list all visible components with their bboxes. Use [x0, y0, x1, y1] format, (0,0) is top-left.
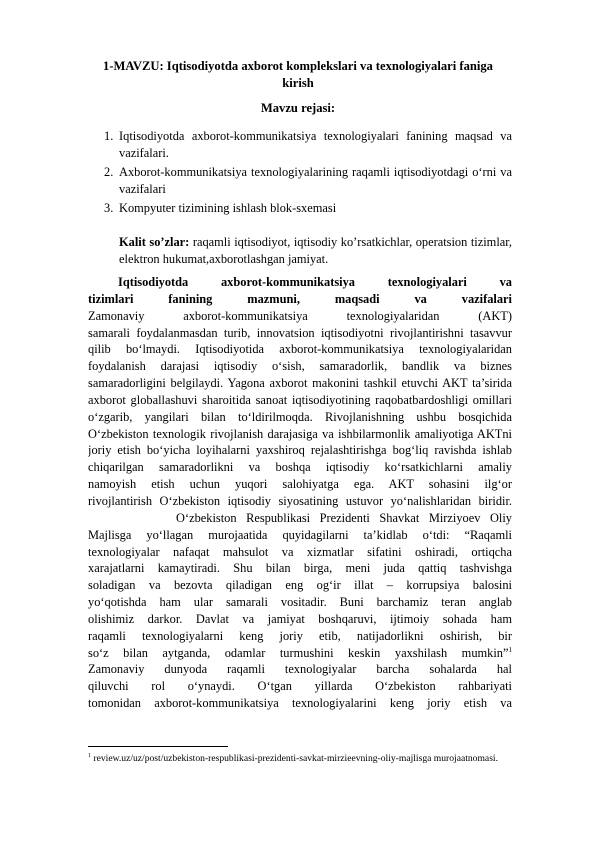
body-line: samaradorligini belgilaydi. Yagona axborot makonini tashkil etuvchi AKT ta’sirida: [88, 376, 512, 391]
quote-line: yo‘qotishda ham ular samarali vositadir. Buni barchamiz teran anglab: [88, 595, 512, 610]
quote-line-text: so‘z bilan aytganda, odamlar turmushini keskin yaxshilash mumkin”: [88, 645, 509, 660]
body-line: joriy etish bo‘yicha loyihalarni yaxshiroq rejalashtirishga bog‘liq ravishda ishlab: [88, 443, 512, 458]
body-line: foydalanish darajasi iqtisodiy o‘sish, samaradorlik, bandlik va biznes: [88, 359, 512, 374]
footnote-number: 1: [88, 752, 91, 759]
body-line: chiqarilgan samaradorlikni va boshqa iqtisodiy ko‘rsatkichlarni amaliy: [88, 460, 512, 475]
closing-line: qiluvchi rol o‘ynaydi. O‘tgan yillarda O‘zbekiston rahbariyati: [88, 679, 512, 694]
plan-item-text: Axborot-kommunikatsiya texnologiyalarining raqamli iqtisodiyotdagi o‘rni va vazifalari: [119, 165, 512, 196]
plan-item: [104, 200, 512, 217]
document-title: 1-MAVZU: Iqtisodiyotda axborot komplekslari va texnologiyalari faniga kirish: [103, 59, 493, 90]
body-line: O‘zbekiston texnologik rivojlanish darajasiga va ishbilarmonlik amaliyotiga AKTni: [88, 426, 512, 441]
body-line: axborot globallashuvi sharoitida sanoat iqtisodiyotining raqobatbardoshligi omillari: [88, 392, 512, 407]
body-line: samarali foydalanmasdan turib, innovatsion iqtisodiyotni rivojlantirishni tasavvur: [88, 325, 512, 340]
quote-line: Majlisga yo‘llagan murojaatida quyidagilarni ta’kidlab o‘tdi: “Raqamli: [88, 527, 512, 542]
section-heading: tizimlari fanining mazmuni, maqsadi va vazifalari: [88, 291, 512, 306]
body-line: qilib bo‘lmaydi. Iqtisodiyotida axborot-kommunikatsiya texnologiyalaridan: [88, 342, 512, 357]
quote-line: soladigan va bezovta qiladigan eng og‘ir illat – korrupsiya balosini: [88, 578, 512, 593]
quote-line: xarajatlarni kamaytiradi. Shu bilan birga, meni juda qattiq tashvishga: [88, 561, 512, 576]
plan-item-text: Kompyuter tizimining ishlash blok-sxemasi: [119, 201, 337, 215]
plan-item: [104, 164, 512, 198]
body-text: [88, 274, 512, 712]
quote-line-last: [88, 645, 512, 662]
plan-item-number: 2.: [104, 165, 114, 179]
body-line: o‘zgarib, yangilari bilan to‘ldirilmoqda. Rivojlanishning ushbu bosqichida: [88, 409, 512, 424]
footnote-reference[interactable]: 1: [508, 645, 512, 654]
quote-line: olishimiz darkor. Davlat va jamiyat boshqaruvi, ijtimoiy sohada ham: [88, 611, 512, 626]
body-line: rivojlantirish O‘zbekiston iqtisodiy siyosatining ustuvor yo‘nalishlaridan biridir.: [88, 493, 512, 508]
keywords-paragraph: [119, 234, 512, 268]
quote-line: O‘zbekiston Respublikasi Prezidenti Shavkat Mirziyoev Oliy: [176, 510, 512, 525]
closing-line: tomonidan axborot-kommunikatsiya texnologiyalarini keng joriy etish va: [88, 696, 512, 711]
quote-line: texnologiyalar nafaqat mahsulot va xizmatlar sifatini oshiradi, ortiqcha: [88, 544, 512, 559]
body-line: Zamonaviy axborot-kommunikatsiya texnologiyalaridan (AKT): [88, 308, 512, 323]
keywords-label: Kalit so’zlar:: [119, 235, 190, 249]
plan-item-number: 1.: [104, 129, 114, 143]
footnote: [88, 752, 518, 765]
footnote-text: review.uz/uz/post/uzbekiston-respublikasi-prezidenti-savkat-mirzieevning-oliy-majlisga murojaatnomasi.: [91, 753, 498, 764]
plan-item-text: Iqtisodiyotda axborot-kommunikatsiya texnologiyalari fanining maqsad va vazifalari.: [119, 129, 512, 160]
body-line: namoyish etish uchun yuqori salohiyatga ega. AKT sohasini ilg‘or: [88, 477, 512, 492]
section-heading: Iqtisodiyotda axborot-kommunikatsiya texnologiyalari va: [118, 275, 512, 289]
closing-line: Zamonaviy dunyoda raqamli texnologiyalar barcha sohalarda hal: [88, 662, 512, 677]
quote-line: raqamli texnologiyalarni keng joriy etib, natijadorlikni oshirish, bir: [88, 628, 512, 643]
keywords-text: raqamli iqtisodiyot, iqtisodiy ko’rsatkichlar, operatsion tizimlar, elektron hukumat,axborotlashgan jamiyat.: [119, 235, 512, 266]
plan-item-number: 3.: [104, 201, 114, 215]
footnote-separator: [88, 746, 228, 747]
plan-item: [104, 128, 512, 162]
plan-heading: Mavzu rejasi:: [260, 101, 336, 115]
plan-list: [104, 128, 512, 217]
